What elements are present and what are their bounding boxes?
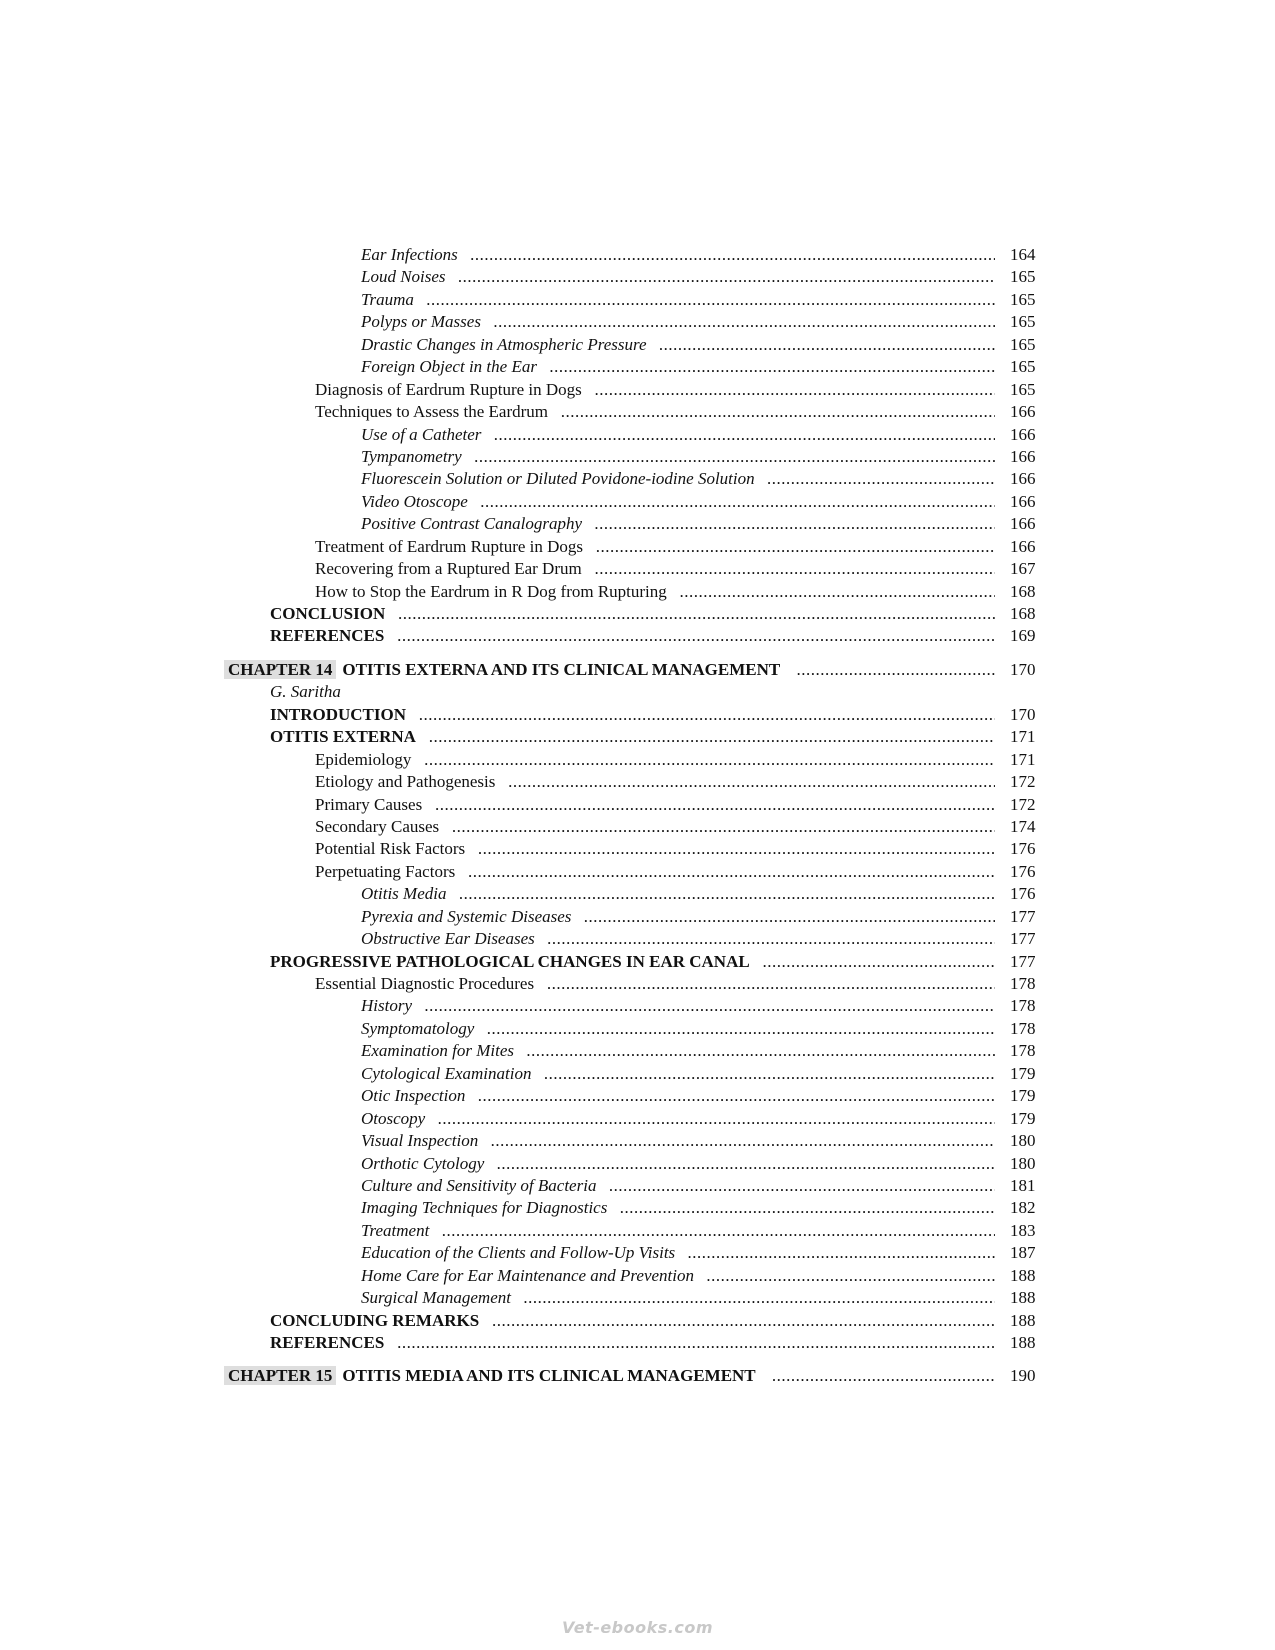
toc-entry[interactable] (0, 311, 1275, 333)
toc-entry[interactable] (0, 1153, 1275, 1175)
toc-entry-title: Surgical Management (361, 1288, 519, 1307)
toc-entry-title: Secondary Causes (315, 817, 447, 836)
toc-entry-page: 181 (1010, 1175, 1036, 1195)
toc-entry-title: Examination for Mites (361, 1041, 522, 1060)
toc-entry[interactable] (0, 266, 1275, 288)
toc-entry[interactable] (0, 794, 1275, 816)
author-name: G. Saritha (270, 682, 341, 702)
toc-entry[interactable] (0, 1108, 1275, 1130)
toc-entry-page: 177 (1010, 929, 1036, 949)
watermark-logo: Vet-ebooks.com (561, 1618, 714, 1637)
toc-entry-page: 177 (1010, 906, 1036, 926)
toc-entry-title: Diagnosis of Eardrum Rupture in Dogs (315, 380, 590, 399)
toc-entry[interactable] (0, 1197, 1275, 1219)
toc-entry[interactable] (0, 816, 1275, 838)
chapter-14-label: CHAPTER 14 (224, 660, 336, 679)
toc-entry-title: Cytological Examination (361, 1064, 539, 1083)
toc-entry-page: 179 (1010, 1108, 1036, 1128)
toc-entry[interactable] (0, 446, 1275, 468)
toc-entry[interactable] (0, 625, 1275, 647)
toc-entry[interactable] (0, 1265, 1275, 1287)
toc-entry-page: 170 (1010, 704, 1036, 724)
toc-entry-title: Etiology and Pathogenesis (315, 772, 503, 791)
toc-entry-title: Otic Inspection (361, 1086, 473, 1105)
toc-entry[interactable] (0, 244, 1275, 266)
toc-entry[interactable] (0, 726, 1275, 748)
toc-entry[interactable] (0, 951, 1275, 973)
toc-entry-page: 171 (1010, 727, 1036, 747)
toc-entry-page: 168 (1010, 581, 1036, 601)
toc-entry[interactable] (0, 749, 1275, 771)
toc-entry-page: 165 (1010, 312, 1036, 332)
toc-entry[interactable] (0, 603, 1275, 625)
toc-entry[interactable] (0, 379, 1275, 401)
toc-entry-title: Epidemiology (315, 750, 419, 769)
toc-entry-title: Otoscopy (361, 1109, 433, 1128)
toc-entry-page: 177 (1010, 951, 1036, 971)
toc-entry[interactable] (0, 1242, 1275, 1264)
toc-entry-page: 182 (1010, 1198, 1036, 1218)
toc-entry[interactable] (0, 1018, 1275, 1040)
toc-entry-title: Treatment of Eardrum Rupture in Dogs (315, 537, 591, 556)
toc-entry-title: CONCLUDING REMARKS (270, 1311, 487, 1330)
toc-entry-title: Drastic Changes in Atmospheric Pressure (361, 335, 655, 354)
toc-entry[interactable] (0, 906, 1275, 928)
toc-entry-page: 166 (1010, 402, 1036, 422)
toc-entry-title: Recovering from a Ruptured Ear Drum (315, 559, 590, 578)
toc-entry-title: Obstructive Ear Diseases (361, 929, 543, 948)
toc-entry[interactable] (0, 928, 1275, 950)
toc-entry-page: 180 (1010, 1131, 1036, 1151)
toc-entry-title: Tympanometry (361, 447, 470, 466)
chapter-15-label: CHAPTER 15 (224, 1366, 336, 1385)
toc-entry-page: 178 (1010, 974, 1036, 993)
toc-entry-page: 188 (1010, 1288, 1036, 1308)
toc-entry[interactable] (0, 424, 1275, 446)
toc-entry-page: 187 (1010, 1243, 1036, 1263)
toc-entry-page: 183 (1010, 1220, 1036, 1240)
toc-entry-title: Primary Causes (315, 795, 430, 814)
toc-entry-title: Home Care for Ear Maintenance and Prevention (361, 1266, 702, 1285)
toc-entry[interactable] (0, 356, 1275, 378)
toc-entry-title: Fluorescein Solution or Diluted Povidone-iodine Solution (361, 469, 763, 488)
toc-entry-page: 165 (1010, 267, 1036, 287)
toc-entry-title: Orthotic Cytology (361, 1154, 492, 1173)
toc-entry[interactable] (0, 536, 1275, 558)
toc-entry[interactable] (0, 334, 1275, 356)
toc-entry-page: 188 (1010, 1265, 1036, 1285)
toc-entry-page: 165 (1010, 289, 1036, 309)
chapter-14-page: 170 (1010, 659, 1036, 679)
toc-entry-page: 180 (1010, 1153, 1036, 1173)
toc-entry-page: 167 (1010, 559, 1036, 579)
toc-entry[interactable] (0, 995, 1275, 1017)
toc-entry-page: 172 (1010, 794, 1036, 814)
toc-entry-title: Ear Infections (361, 245, 466, 264)
table-of-contents (0, 244, 1275, 1388)
toc-entry-title: OTITIS EXTERNA (270, 727, 424, 746)
toc-entry-title: Essential Diagnostic Procedures (315, 974, 542, 993)
toc-entry-page: 188 (1010, 1333, 1036, 1352)
toc-entry-page: 176 (1010, 884, 1036, 904)
toc-entry-page: 178 (1010, 1018, 1036, 1038)
toc-entry-title: Treatment (361, 1221, 437, 1240)
toc-entry[interactable] (0, 1332, 1275, 1354)
toc-entry-page: 166 (1010, 424, 1036, 444)
toc-entry-page: 169 (1010, 626, 1036, 646)
toc-entry-title: Loud Noises (361, 267, 454, 286)
toc-entry[interactable] (0, 1287, 1275, 1309)
chapter-15-title: OTITIS MEDIA AND ITS CLINICAL MANAGEMENT (342, 1366, 767, 1385)
toc-section-continued (0, 244, 1275, 648)
chapter-14-author (0, 681, 1275, 703)
toc-entry-page: 178 (1010, 1041, 1036, 1061)
toc-entry-title: Otitis Media (361, 884, 454, 903)
toc-entry-page: 166 (1010, 491, 1036, 511)
toc-entry[interactable] (0, 861, 1275, 883)
toc-entry[interactable] (0, 1310, 1275, 1332)
toc-entry-page: 176 (1010, 839, 1036, 859)
toc-entry-page: 166 (1010, 536, 1036, 556)
toc-entry-title: Culture and Sensitivity of Bacteria (361, 1176, 604, 1195)
toc-entry[interactable] (0, 1130, 1275, 1152)
toc-entry-title: Positive Contrast Canalography (361, 514, 590, 533)
toc-entry-page: 178 (1010, 996, 1036, 1016)
toc-entry-title: Foreign Object in the Ear (361, 357, 545, 376)
toc-entry[interactable] (0, 289, 1275, 311)
toc-entry-title: Symptomatology (361, 1019, 482, 1038)
toc-entry-page: 168 (1010, 604, 1036, 623)
toc-entry-page: 166 (1010, 469, 1036, 489)
toc-entry-page: 188 (1010, 1310, 1036, 1330)
toc-entry-title: History (361, 996, 420, 1015)
toc-entry[interactable] (0, 973, 1275, 995)
toc-entry-page: 166 (1010, 446, 1036, 466)
toc-entry-title: Pyrexia and Systemic Diseases (361, 907, 579, 926)
chapter-14-heading[interactable] (0, 659, 1275, 681)
toc-entry-title: Visual Inspection (361, 1131, 486, 1150)
toc-entry[interactable] (0, 1063, 1275, 1085)
toc-entry[interactable] (0, 558, 1275, 580)
toc-entry[interactable] (0, 1175, 1275, 1197)
toc-entry-page: 165 (1010, 334, 1036, 354)
toc-entry-title: Potential Risk Factors (315, 839, 473, 858)
toc-entry-title: CONCLUSION (270, 604, 393, 623)
toc-entry-title: PROGRESSIVE PATHOLOGICAL CHANGES IN EAR CANAL (270, 952, 758, 971)
chapter-14-title: OTITIS EXTERNA AND ITS CLINICAL MANAGEMENT (342, 660, 792, 679)
toc-entry[interactable] (0, 468, 1275, 490)
toc-entry-title: Polyps or Masses (361, 312, 489, 331)
toc-entry-title: Imaging Techniques for Diagnostics (361, 1198, 615, 1217)
chapter-14-entries (0, 704, 1275, 1355)
toc-entry-title: REFERENCES (270, 1333, 392, 1352)
toc-entry[interactable] (0, 1085, 1275, 1107)
toc-entry[interactable] (0, 1040, 1275, 1062)
toc-entry-page: 174 (1010, 816, 1036, 836)
toc-entry[interactable] (0, 581, 1275, 603)
toc-entry-title: Use of a Catheter (361, 425, 489, 444)
toc-entry-page: 165 (1010, 357, 1036, 377)
toc-entry-page: 164 (1010, 245, 1036, 264)
toc-entry-page: 172 (1010, 772, 1036, 792)
toc-entry-page: 171 (1010, 749, 1036, 769)
toc-entry[interactable] (0, 513, 1275, 535)
toc-entry[interactable] (0, 1220, 1275, 1242)
toc-entry-page: 179 (1010, 1063, 1036, 1083)
toc-entry-title: INTRODUCTION (270, 705, 414, 724)
toc-entry-page: 166 (1010, 514, 1036, 534)
toc-entry[interactable] (0, 704, 1275, 726)
toc-entry[interactable] (0, 491, 1275, 513)
toc-entry[interactable] (0, 883, 1275, 905)
toc-entry-title: Techniques to Assess the Eardrum (315, 402, 556, 421)
toc-entry[interactable] (0, 838, 1275, 860)
toc-entry-title: Trauma (361, 290, 422, 309)
toc-entry[interactable] (0, 401, 1275, 423)
toc-entry-title: Perpetuating Factors (315, 862, 463, 881)
toc-entry-title: How to Stop the Eardrum in R Dog from Rupturing (315, 582, 675, 601)
chapter-15-heading[interactable] (0, 1365, 1275, 1387)
toc-entry[interactable] (0, 771, 1275, 793)
toc-entry-page: 165 (1010, 379, 1036, 399)
toc-entry-page: 179 (1010, 1086, 1036, 1106)
toc-entry-page: 176 (1010, 861, 1036, 881)
chapter-15-page: 190 (1010, 1366, 1036, 1386)
toc-entry-title: Education of the Clients and Follow-Up Visits (361, 1243, 683, 1262)
toc-entry-title: Video Otoscope (361, 492, 476, 511)
toc-entry-title: REFERENCES (270, 626, 392, 645)
